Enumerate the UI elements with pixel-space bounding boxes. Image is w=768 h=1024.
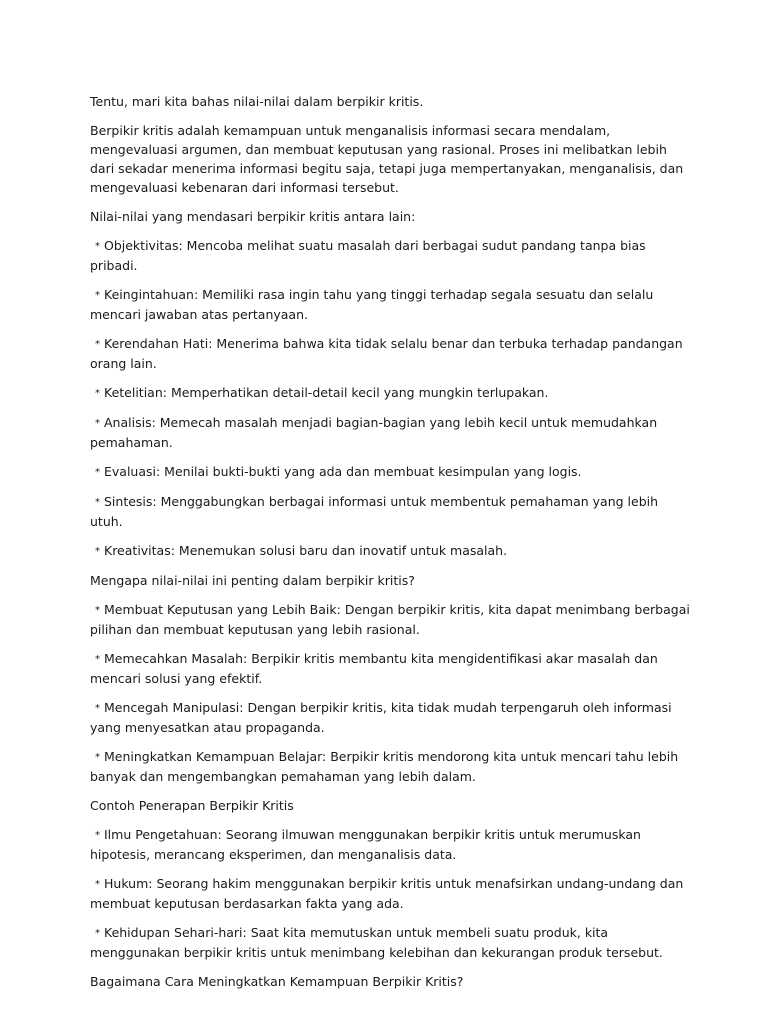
bullet-mark: * — [95, 290, 100, 301]
bullet-mark: * — [95, 879, 100, 890]
list-item — [90, 649, 690, 688]
list-item-text: Ilmu Pengetahuan: Seorang ilmuwan menggunakan berpikir kritis untuk merumuskan hipotesis, merancang eksperimen, dan menganalisis data. — [90, 827, 641, 862]
list-item — [90, 541, 690, 561]
values-list — [90, 236, 690, 561]
bullet-mark: * — [95, 654, 100, 665]
list-item — [90, 285, 690, 324]
list-item-text: Keingintahuan: Memiliki rasa ingin tahu yang tinggi terhadap segala sesuatu dan selalu mencari jawaban atas pertanyaan. — [90, 287, 654, 322]
bullet-mark: * — [95, 752, 100, 763]
importance-list — [90, 600, 690, 786]
list-item — [90, 462, 690, 482]
intro-paragraph: Tentu, mari kita bahas nilai-nilai dalam berpikir kritis. — [90, 94, 424, 109]
list-item-text: Meningkatkan Kemampuan Belajar: Berpikir kritis mendorong kita untuk mencari tahu lebih banyak dan mengembangkan pemahaman yang lebih dalam. — [90, 749, 679, 784]
list-item-text: Kerendahan Hati: Menerima bahwa kita tidak selalu benar dan terbuka terhadap pandangan orang lain. — [90, 336, 683, 371]
list-item-text: Membuat Keputusan yang Lebih Baik: Dengan berpikir kritis, kita dapat menimbang berbagai pilihan dan membuat keputusan yang lebih rasional. — [90, 602, 690, 637]
list-item-text: Kreativitas: Menemukan solusi baru dan inovatif untuk masalah. — [104, 543, 508, 558]
list-item-text: Analisis: Memecah masalah menjadi bagian-bagian yang lebih kecil untuk memudahkan pemahaman. — [90, 415, 658, 450]
bullet-mark: * — [95, 418, 100, 429]
bullet-mark: * — [95, 928, 100, 939]
list-item — [90, 383, 690, 403]
bullet-mark: * — [95, 605, 100, 616]
examples-list — [90, 825, 690, 962]
bullet-mark: * — [95, 241, 100, 252]
list-item — [90, 236, 690, 275]
list-item-text: Hukum: Seorang hakim menggunakan berpikir kritis untuk menafsirkan undang-undang dan membuat keputusan berdasarkan fakta yang ada. — [90, 876, 684, 911]
list-item — [90, 874, 690, 913]
list-item — [90, 923, 690, 962]
bullet-mark: * — [95, 703, 100, 714]
importance-heading: Mengapa nilai-nilai ini penting dalam berpikir kritis? — [90, 573, 415, 588]
document-page — [90, 92, 690, 1001]
bullet-mark: * — [95, 497, 100, 508]
list-item — [90, 698, 690, 737]
list-item-text: Objektivitas: Mencoba melihat suatu masalah dari berbagai sudut pandang tanpa bias pribadi. — [90, 238, 646, 273]
list-item-text: Sintesis: Menggabungkan berbagai informasi untuk membentuk pemahaman yang lebih utuh. — [90, 494, 659, 529]
bullet-mark: * — [95, 830, 100, 841]
examples-heading: Contoh Penerapan Berpikir Kritis — [90, 798, 294, 813]
bullet-mark: * — [95, 339, 100, 350]
list-item-text: Ketelitian: Memperhatikan detail-detail kecil yang mungkin terlupakan. — [104, 385, 549, 400]
list-item — [90, 413, 690, 452]
list-item — [90, 600, 690, 639]
list-item — [90, 492, 690, 531]
bullet-mark: * — [95, 388, 100, 399]
list-item — [90, 825, 690, 864]
list-item-text: Evaluasi: Menilai bukti-bukti yang ada dan membuat kesimpulan yang logis. — [104, 464, 582, 479]
list-item-text: Memecahkan Masalah: Berpikir kritis membantu kita mengidentifikasi akar masalah dan mencari solusi yang efektif. — [90, 651, 658, 686]
list-item-text: Kehidupan Sehari-hari: Saat kita memutuskan untuk membeli suatu produk, kita menggunakan berpikir kritis untuk menimbang kelebihan dan kekurangan produk tersebut. — [90, 925, 663, 960]
bullet-mark: * — [95, 467, 100, 478]
definition-paragraph: Berpikir kritis adalah kemampuan untuk menganalisis informasi secara mendalam, mengevaluasi argumen, dan membuat keputusan yang rasional. Proses ini melibatkan lebih dari sekadar menerima informasi begitu saja, tetapi juga mempertanyakan, menganalisis, dan mengevaluasi kebenaran dari informasi tersebut. — [90, 123, 684, 195]
bullet-mark: * — [95, 546, 100, 557]
list-item — [90, 747, 690, 786]
values-heading: Nilai-nilai yang mendasari berpikir kritis antara lain: — [90, 209, 416, 224]
closing-heading: Bagaimana Cara Meningkatkan Kemampuan Berpikir Kritis? — [90, 974, 464, 989]
list-item-text: Mencegah Manipulasi: Dengan berpikir kritis, kita tidak mudah terpengaruh oleh informasi yang menyesatkan atau propaganda. — [90, 700, 672, 735]
list-item — [90, 334, 690, 373]
